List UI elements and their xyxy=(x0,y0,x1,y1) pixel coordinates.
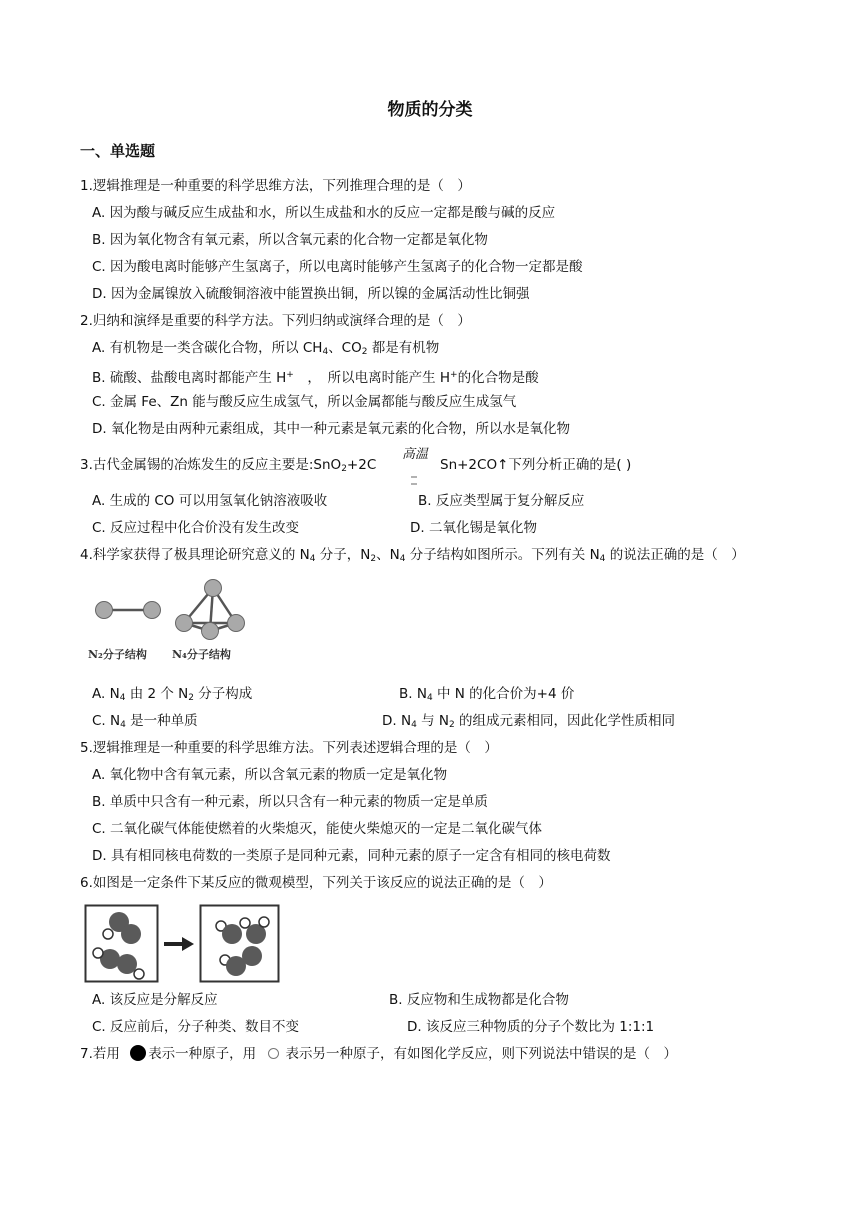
q4-fig-label-n4: N₄分子结构 xyxy=(172,648,231,661)
section-heading: 一、单选题 xyxy=(80,142,156,160)
q4-fig-label-n2: N₂分子结构 xyxy=(88,648,147,661)
q2-stem: 2.归纳和演绎是重要的科学方法。下列归纳或演绎合理的是（ ） xyxy=(80,313,471,329)
q1-option-b: B. 因为氧化物含有氧元素，所以含氧元素的化合物一定都是氧化物 xyxy=(92,232,488,248)
q1-option-a: A. 因为酸与碱反应生成盐和水，所以生成盐和水的反应一定都是酸与碱的反应 xyxy=(92,205,556,221)
q5-stem: 5.逻辑推理是一种重要的科学思维方法。下列表述逻辑合理的是（ ） xyxy=(80,740,498,756)
q1-stem: 1.逻辑推理是一种重要的科学思维方法，下列推理合理的是（ ） xyxy=(80,178,471,194)
q7-stem: 7.若用 表示一种原子，用 表示另一种原子，有如图化学反应，则下列说法中错误的是（ ） xyxy=(80,1046,677,1062)
q4-option-c: C. $N_4$ 是一种单质 xyxy=(92,713,198,730)
q4-option-b: B. $N_4$ 中 N 的化合价为+4 价 xyxy=(399,686,575,703)
q5-option-a: A. 氧化物中含有氧元素，所以含氧元素的物质一定是氧化物 xyxy=(92,767,448,783)
q3-equals-sign xyxy=(411,472,417,486)
q4-option-d: D. $N_4$ 与 $N_2$ 的组成元素相同，因此化学性质相同 xyxy=(382,713,676,730)
q4-option-a: A. $N_4$ 由 2 个 $N_2$ 分子构成 xyxy=(92,686,253,703)
black-atom-icon xyxy=(130,1045,146,1061)
q6-reaction-figure xyxy=(84,904,284,984)
q4-molecule-figure xyxy=(86,576,254,664)
q4-stem: 4.科学家获得了极具理论研究意义的 $N_4$ 分子，$N_2$、$N_4$ 分子结构如图所示。下列有关 $N_4$ 的说法正确的是（ ） xyxy=(80,547,745,564)
q3-option-a: A. 生成的 CO 可以用氢氧化钠溶液吸收 xyxy=(92,493,328,509)
q2-option-d: D. 氧化物是由两种元素组成，其中一种元素是氧元素的化合物，所以水是氧化物 xyxy=(92,421,570,437)
white-atom-icon xyxy=(268,1048,279,1059)
page-title: 物质的分类 xyxy=(387,100,473,120)
q3-stem-end: Sn+2CO↑下列分析正确的是( ) xyxy=(440,457,632,473)
q3-reaction-condition: 高温 xyxy=(402,447,429,462)
q6-option-d: D. 该反应三种物质的分子个数比为 1:1:1 xyxy=(407,1019,655,1035)
q6-stem: 6.如图是一定条件下某反应的微观模型，下列关于该反应的说法正确的是（ ） xyxy=(80,875,552,891)
q2-option-a: A. 有机物是一类含碳化合物，所以 $CH_4$、$CO_2$ 都是有机物 xyxy=(92,340,440,357)
q3-option-b: B. 反应类型属于复分解反应 xyxy=(418,493,585,509)
q2-option-c: C. 金属 Fe、Zn 能与酸反应生成氢气，所以金属都能与酸反应生成氢气 xyxy=(92,394,517,410)
q1-option-c: C. 因为酸电离时能够产生氢离子，所以电离时能够产生氢离子的化合物一定都是酸 xyxy=(92,259,583,275)
q6-option-b: B. 反应物和生成物都是化合物 xyxy=(389,992,569,1008)
q2-option-b: B. 硫酸、盐酸电离时都能产生 H+ ， 所以电离时能产生 H+的化合物是酸 xyxy=(92,370,539,386)
q3-option-c: C. 反应过程中化合价没有发生改变 xyxy=(92,520,300,536)
q3-stem: 3.古代金属锡的冶炼发生的反应主要是:SnO$_2$+2C xyxy=(80,457,377,474)
q6-option-c: C. 反应前后，分子种类、数目不变 xyxy=(92,1019,300,1035)
q1-option-d: D. 因为金属镍放入硫酸铜溶液中能置换出铜，所以镍的金属活动性比铜强 xyxy=(92,286,530,302)
q5-option-c: C. 二氧化碳气体能使燃着的火柴熄灭，能使火柴熄灭的一定是二氧化碳气体 xyxy=(92,821,543,837)
q6-option-a: A. 该反应是分解反应 xyxy=(92,992,218,1008)
q5-option-b: B. 单质中只含有一种元素，所以只含有一种元素的物质一定是单质 xyxy=(92,794,488,810)
q5-option-d: D. 具有相同核电荷数的一类原子是同种元素，同种元素的原子一定含有相同的核电荷数 xyxy=(92,848,611,864)
q3-option-d: D. 二氧化锡是氧化物 xyxy=(410,520,537,536)
